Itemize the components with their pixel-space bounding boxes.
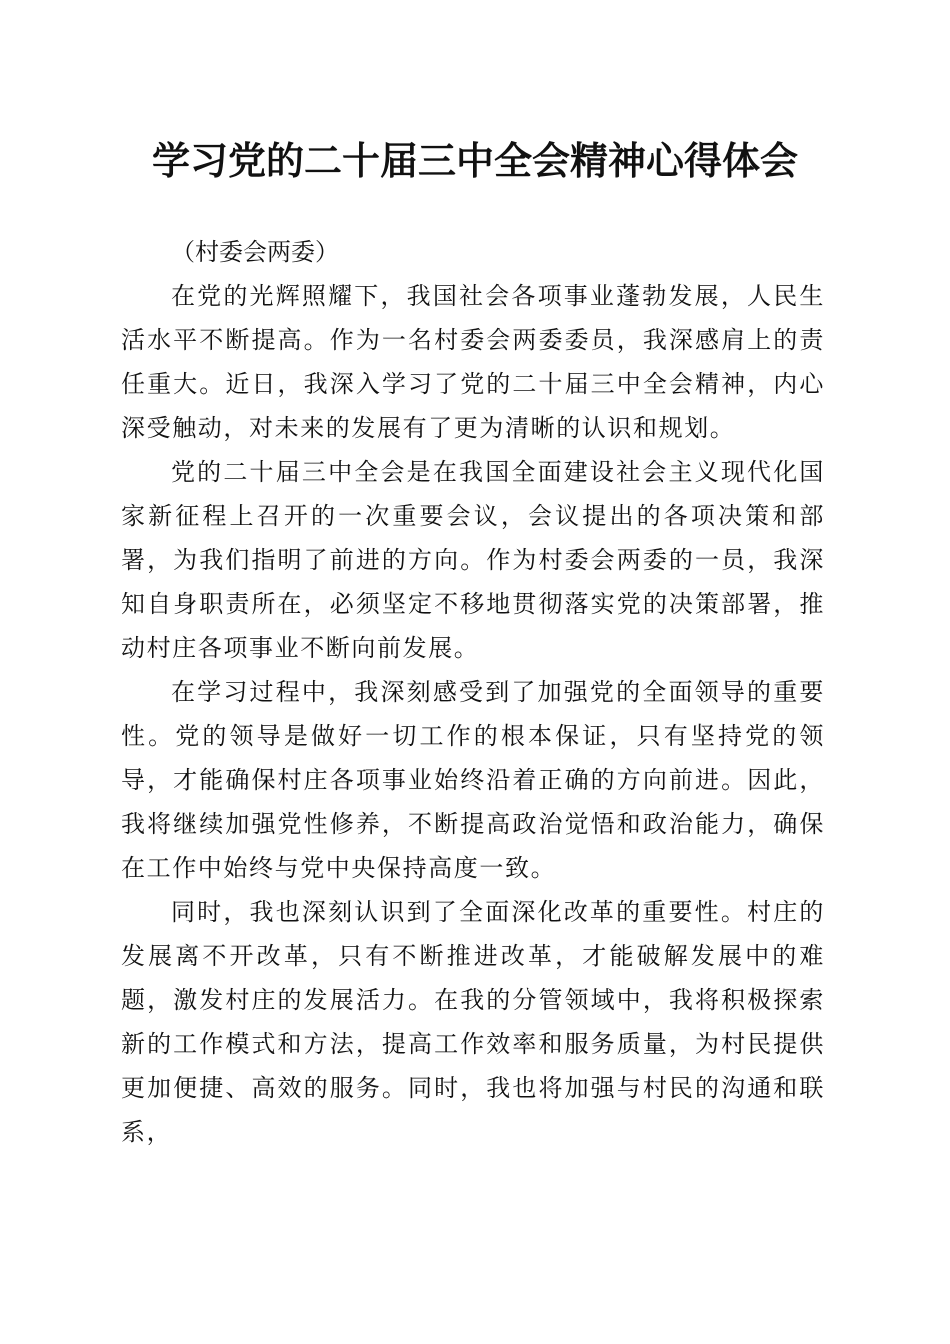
document-body xyxy=(121,230,825,1154)
document-title: 学习党的二十届三中全会精神心得体会 xyxy=(151,139,798,183)
paragraph: 党的二十届三中全会是在我国全面建设社会主义现代化国家新征程上召开的一次重要会议，会议提出的各项决策和部署，为我们指明了前进的方向。作为村委会两委的一员，我深知自身职责所在，必须坚定不移地贯彻落实党的决策部署，推动村庄各项事业不断向前发展。 xyxy=(121,458,825,662)
paragraph: 同时，我也深刻认识到了全面深化改革的重要性。村庄的发展离不开改革，只有不断推进改革，才能破解发展中的难题，激发村庄的发展活力。在我的分管领域中，我将积极探索新的工作模式和方法，提高工作效率和服务质量，为村民提供更加便捷、高效的服务。同时，我也将加强与村民的沟通和联系， xyxy=(121,898,825,1146)
document-subtitle: （村委会两委） xyxy=(171,238,339,266)
paragraph: 在学习过程中，我深刻感受到了加强党的全面领导的重要性。党的领导是做好一切工作的根本保证，只有坚持党的领导，才能确保村庄各项事业始终沿着正确的方向前进。因此，我将继续加强党性修养，不断提高政治觉悟和政治能力，确保在工作中始终与党中央保持高度一致。 xyxy=(121,678,825,882)
paragraph: 在党的光辉照耀下，我国社会各项事业蓬勃发展，人民生活水平不断提高。作为一名村委会两委委员，我深感肩上的责任重大。近日，我深入学习了党的二十届三中全会精神，内心深受触动，对未来的发展有了更为清晰的认识和规划。 xyxy=(121,282,825,442)
